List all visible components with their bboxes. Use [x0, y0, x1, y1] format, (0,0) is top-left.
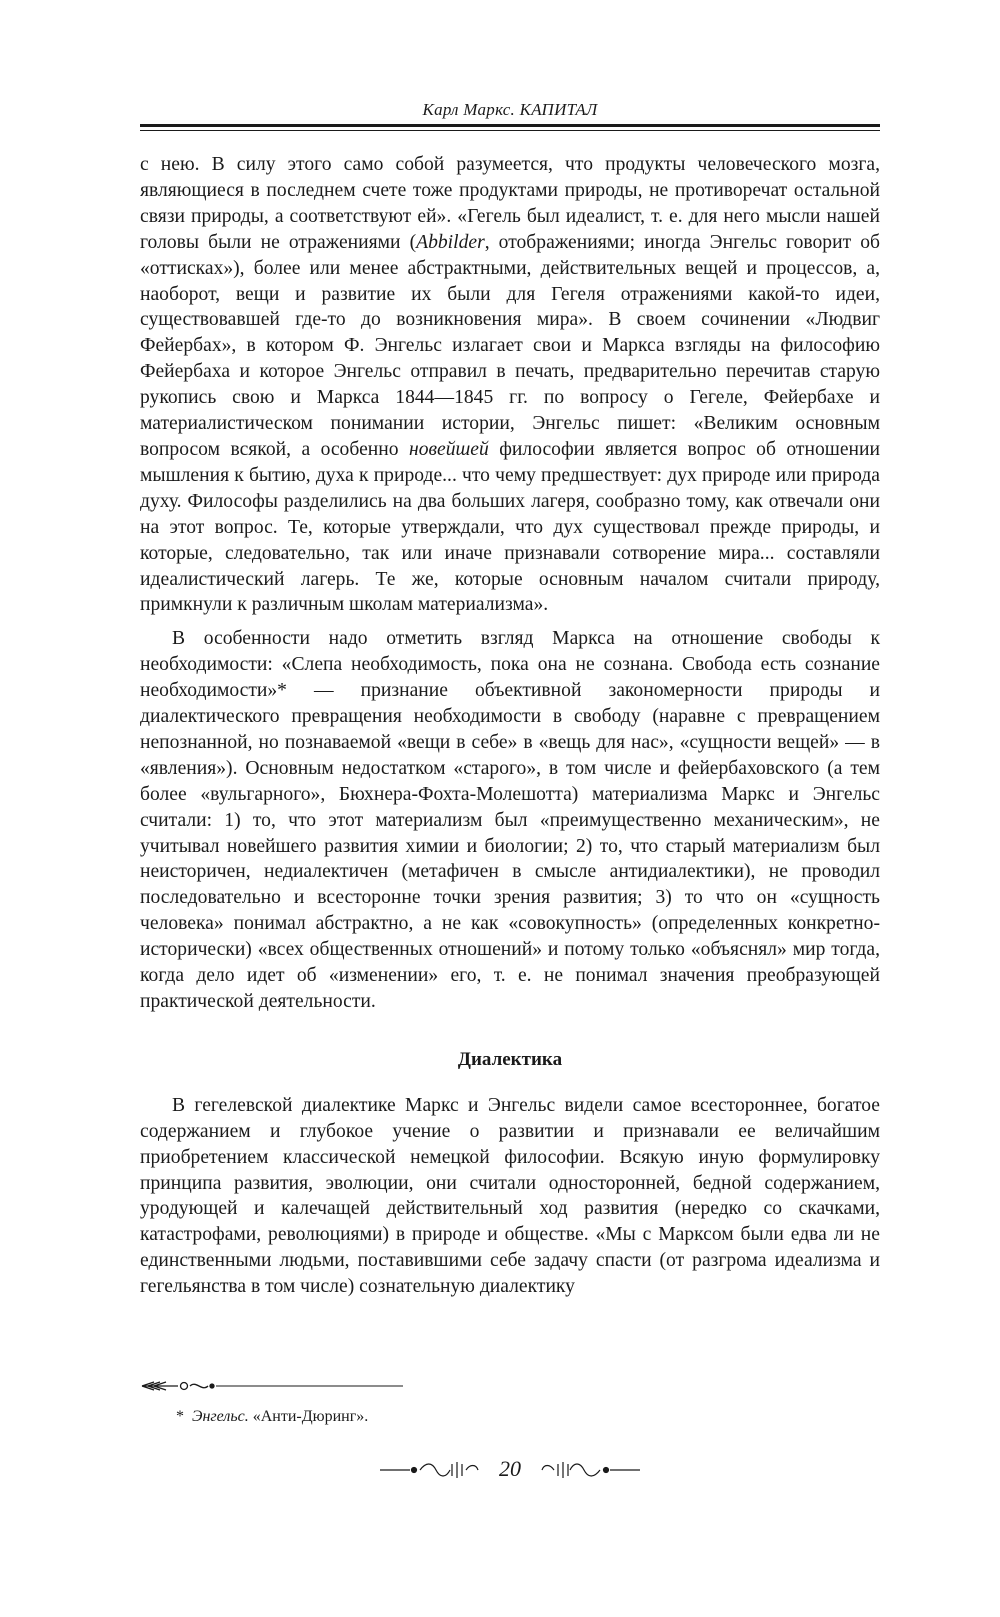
running-head: Карл Маркс. КАПИТАЛ — [422, 100, 598, 119]
page-number-block — [380, 1450, 640, 1486]
footnote-work: «Анти-Дюринг». — [252, 1408, 369, 1425]
footnote-mark: * — [176, 1408, 184, 1425]
body-text — [140, 152, 880, 1300]
paragraph-freedom: В особенности надо отметить взгляд Маркса на отношение свободы к необходимости: «Слепа необходимость, пока она не сознана. Свобода есть сознание необходимости»* — признание объективной закономерности природы и диалектического превращения необходимости в свободу (наравне с превращением непознанной, но познаваемой «вещи в себе» в «вещь для нас», «сущности вещей» — в «явления»). Основным недостатком «старого», в том числе и фейербаховского (а тем более «вульгарного», Бюхнера-Фохта-Молешотта) материализма Маркс и Энгельс считали: 1) то, что этот материализм был «преимущественно механическим», не учитывал новейшего развития химии и биологии; 2) то, что старый материализм был неисторичен, недиалектичен (метафичен в смысле антидиалектики), не проводил последовательно и всесторонне точки зрения развития; 3) то что он «сущность человека» понимал абстрактно, а не как «совокупность» (определенных конкретно-исторически) «всех общественных отношений» и потому только «объяснял» мир тогда, когда дело идет об «изменении» его, т. е. не понимал значения преобразующей практической деятельности. — [140, 628, 880, 1012]
footnote-author: Энгельс. — [192, 1408, 249, 1425]
section-heading: Диалектика — [457, 1048, 563, 1070]
paragraph-dialectics: В гегелевской диалектике Маркс и Энгельс видели самое всестороннее, богатое содержанием и глубокое учение о развитии и признавали ее величайшим приобретением классической немецкой философии. Всякую иную формулировку принципа развития, эволюции, они считали односторонней, бедной содержанием, уродующей и калечащей действительный ход развития (нередко со скачками, катастрофами, революциями) в природе и обществе. «Мы с Марксом были едва ли не единственными людьми, поставившими себе задачу спасти (от разгрома идеализма и гегельянства в том числе) сознательную диалектику — [140, 1094, 880, 1298]
header-rule-thick — [140, 124, 880, 127]
header-rule-thin — [140, 130, 880, 131]
folio-ornament-right-icon — [540, 1460, 640, 1480]
footnote — [176, 1408, 368, 1426]
page-number: 20 — [499, 1456, 521, 1481]
footnote-ornament-icon — [140, 1378, 405, 1394]
italic-word: новейшей — [408, 438, 489, 460]
italic-term: Abbilder — [416, 231, 485, 253]
paragraph-continuation: с нею. В силу этого само собой разумеется, что продукты человеческого мозга, являющиеся в последнем счете тоже продуктами природы, не противоречат остальной связи природы, а соответствуют ей». «Гегель был идеалист, т. е. для него мысли нашей головы были не отражениями (Abbilder, отображениями; иногда Энгельс говорит об «оттисках»), более или менее абстрактными, действительных вещей и процессов, а, наоборот, вещи и развитие их были для Гегеля отражениями какой-то идеи, существовавшей где-то до возникновения мира». В своем сочинении «Людвиг Фейербах», в котором Ф. Энгельс излагает свои и Маркса взгляды на философию Фейербаха и которое Энгельс отправил в печать, предварительно перечитав старую рукопись свою и Маркса 1844—1845 гг. по вопросу о Гегеле, Фейербахе и материалистическом понимании истории, Энгельс пишет: «Великим основным вопросом всякой, а особенно новейшей философии является вопрос об отношении мышления к бытию, духа к природе... что чему предшествует: дух природе или природа духу. Философы разделились на два больших лагеря, сообразно тому, как отвечали они на этот вопрос. Те, которые утверждали, что дух существовал прежде природы, и которые, следовательно, так или иначе признавали сотворение мира... составляли идеалистический лагерь. Те же, которые основным началом считали природу, примкнули к различным школам материализма». — [140, 154, 880, 616]
